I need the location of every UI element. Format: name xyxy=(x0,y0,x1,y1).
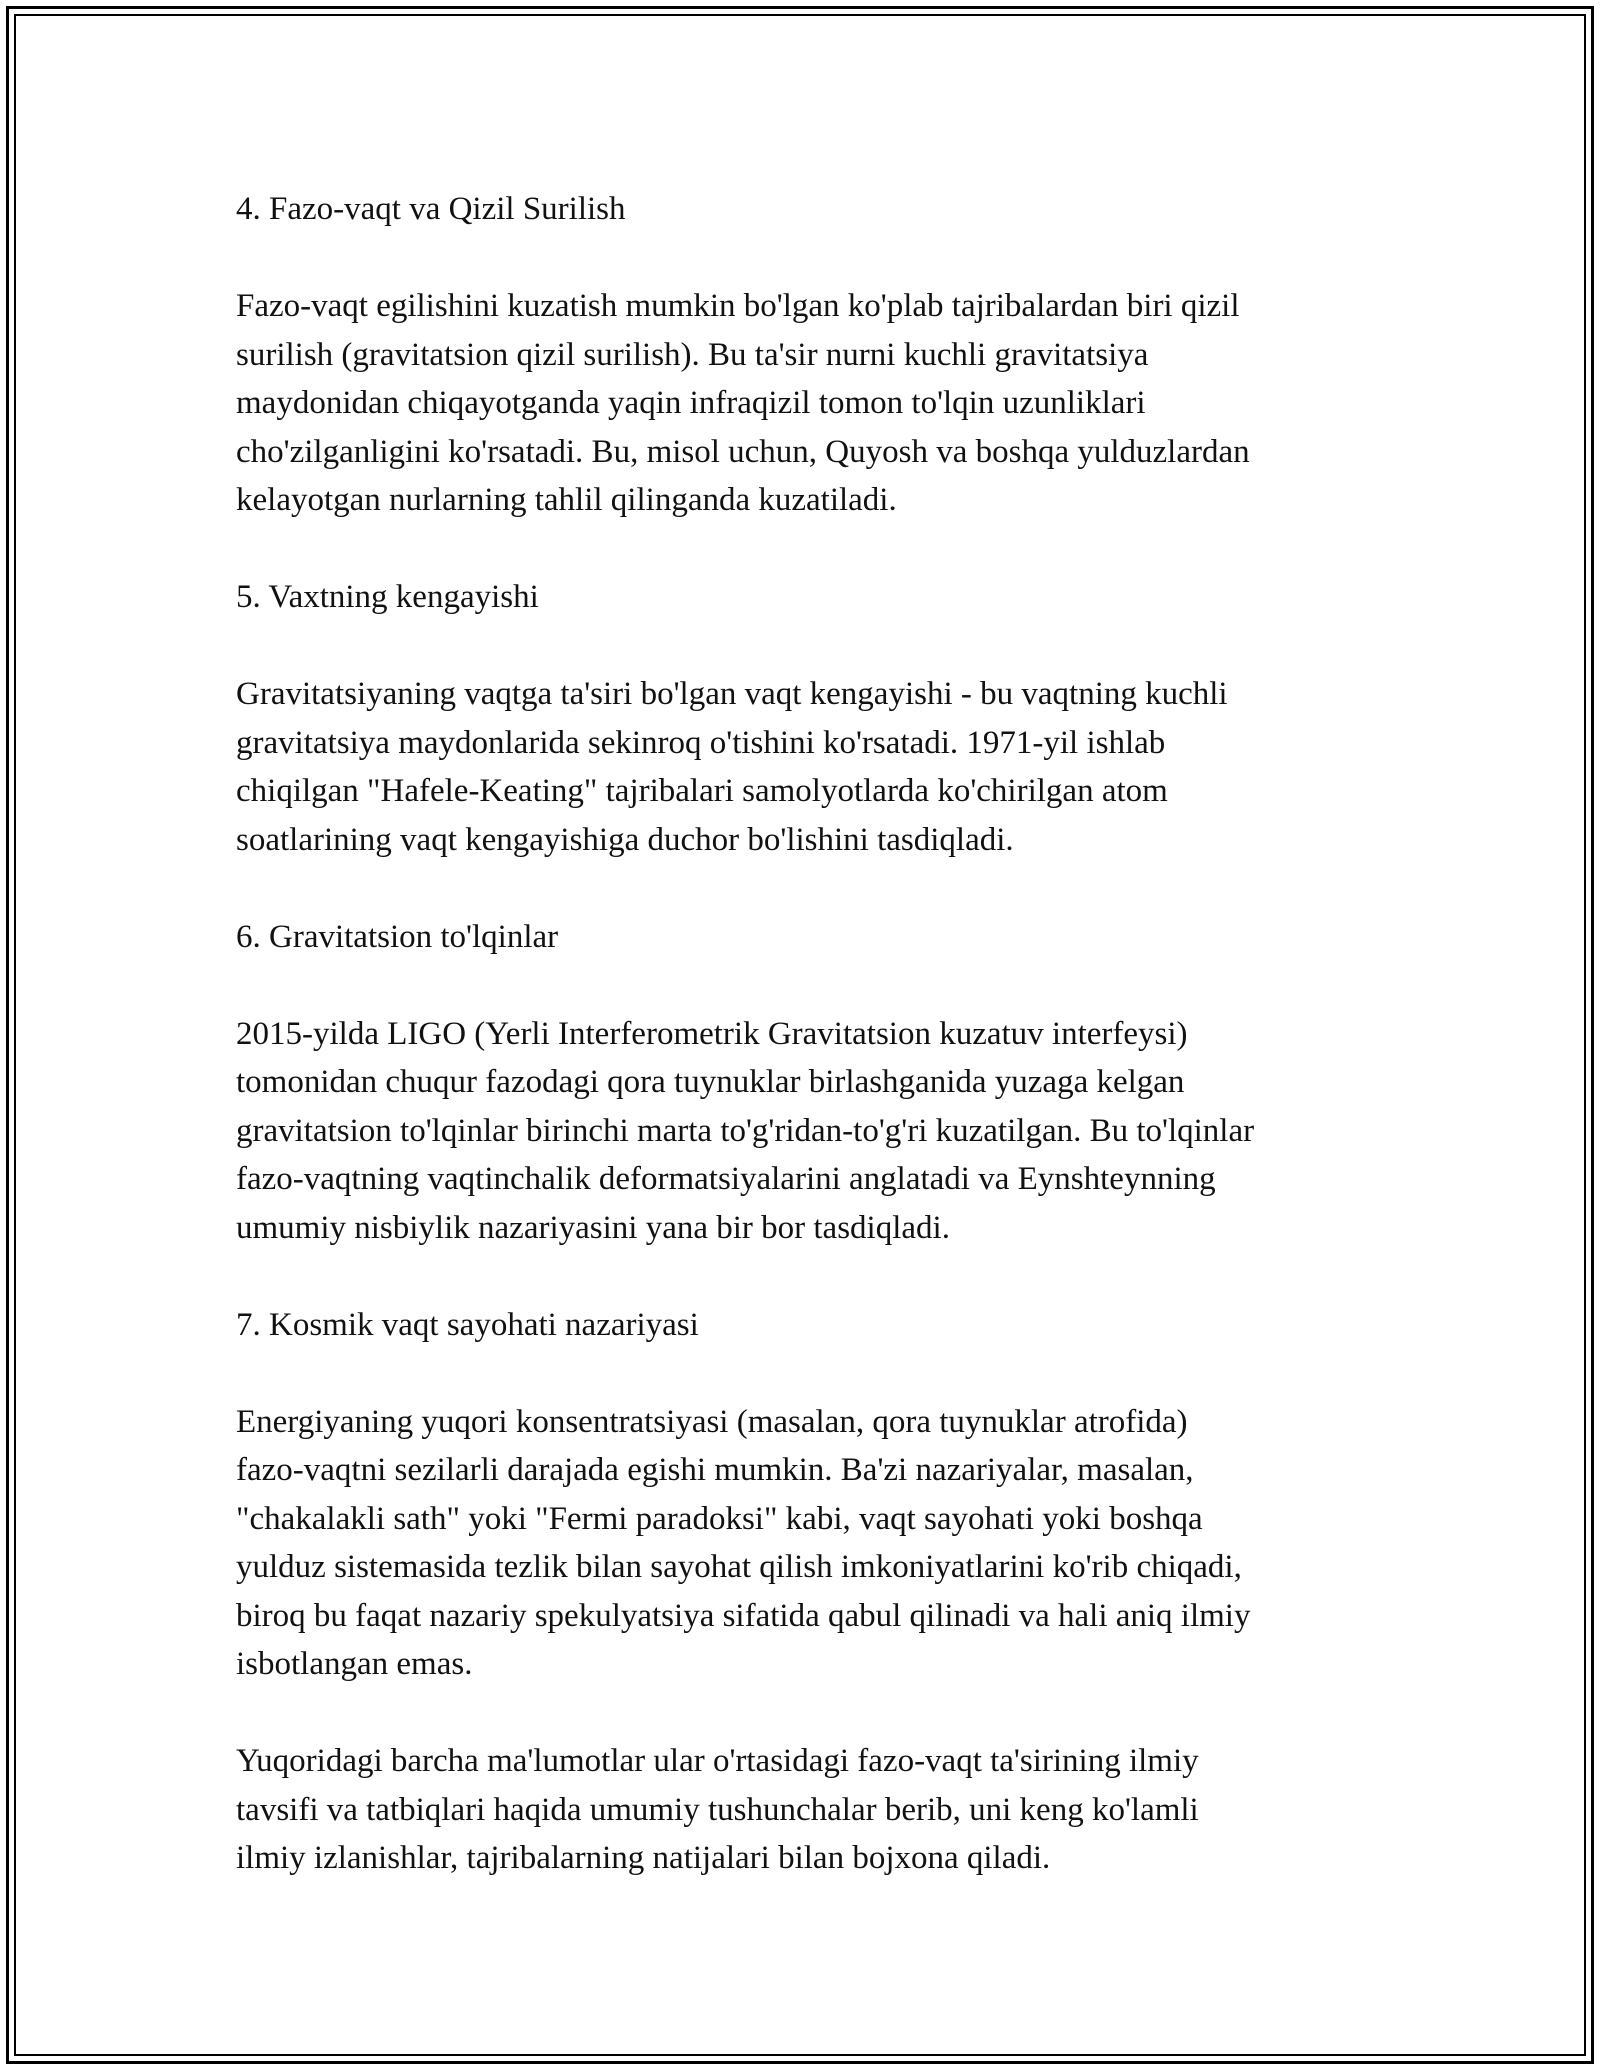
paragraph-line: cho'zilganligini ko'rsatadi. Bu, misol uchun, Quyosh va boshqa yulduzlardan xyxy=(236,433,1250,470)
paragraph-line: Fazo-vaqt egilishini kuzatish mumkin bo'lgan ko'plab tajribalardan biri qizil xyxy=(236,288,1240,324)
section-paragraph xyxy=(236,282,1386,525)
paragraph-line: chiqilgan "Hafele-Keating" tajribalari samolyotlarda ko'chirilgan atom xyxy=(236,773,1168,809)
paragraph-line: Gravitatsiyaning vaqtga ta'siri bo'lgan vaqt kengayishi - bu vaqtning kuchli xyxy=(236,676,1228,712)
paragraph-line: soatlarining vaqt kengayishiga duchor bo'lishini tasdiqladi. xyxy=(236,821,1014,858)
section-heading: 5. Vaxtning kengayishi xyxy=(236,579,539,615)
paragraph-line: isbotlangan emas. xyxy=(236,1646,473,1682)
paragraph-line: maydonidan chiqayotganda yaqin infraqizil tomon to'lqin uzunliklari xyxy=(236,385,1146,421)
paragraph-line: gravitatsion to'lqinlar birinchi marta to'g'ridan-to'g'ri kuzatilgan. Bu to'lqinlar xyxy=(236,1112,1255,1149)
section-paragraph xyxy=(236,670,1386,864)
paragraph-line: yulduz sistemasida tezlik bilan sayohat qilish imkoniyatlarini ko'rib chiqadi, xyxy=(236,1549,1242,1585)
section-paragraph xyxy=(236,1398,1386,1689)
paragraph-line: Yuqoridagi barcha ma'lumotlar ular o'rtasidagi fazo-vaqt ta'sirining ilmiy xyxy=(236,1743,1199,1779)
paragraph-line: tomonidan chuqur fazodagi qora tuynuklar birlashganida yuzaga kelgan xyxy=(236,1064,1185,1100)
section-heading: 7. Kosmik vaqt sayohati nazariyasi xyxy=(236,1306,699,1343)
paragraph-line: biroq bu faqat nazariy spekulyatsiya sifatida qabul qilinadi va hali aniq ilmiy xyxy=(236,1597,1251,1634)
document-body xyxy=(236,185,1386,1931)
paragraph-line: surilish (gravitatsion qizil surilish). Bu ta'sir nurni kuchli gravitatsiya xyxy=(236,336,1149,373)
section-paragraph xyxy=(236,1010,1386,1253)
paragraph-line: fazo-vaqtni sezilarli darajada egishi mumkin. Ba'zi nazariyalar, masalan, xyxy=(236,1452,1194,1488)
section-heading: 6. Gravitatsion to'lqinlar xyxy=(236,918,559,955)
paragraph-line: 2015-yilda LIGO (Yerli Interferometrik Gravitatsion kuzatuv interfeysi) xyxy=(236,1015,1188,1052)
conclusion-paragraph xyxy=(236,1737,1386,1883)
paragraph-line: ilmiy izlanishlar, tajribalarning natijalari bilan bojxona qiladi. xyxy=(236,1840,1051,1876)
paragraph-line: tavsifi va tatbiqlari haqida umumiy tushunchalar berib, uni keng ko'lamli xyxy=(236,1791,1199,1828)
section-heading: 4. Fazo-vaqt va Qizil Surilish xyxy=(236,191,626,227)
paragraph-line: kelayotgan nurlarning tahlil qilinganda kuzatiladi. xyxy=(236,482,897,518)
paragraph-line: Energiyaning yuqori konsentratsiyasi (masalan, qora tuynuklar atrofida) xyxy=(236,1403,1188,1440)
paragraph-line: umumiy nisbiylik nazariyasini yana bir bor tasdiqladi. xyxy=(236,1209,950,1246)
paragraph-line: fazo-vaqtning vaqtinchalik deformatsiyalarini anglatadi va Eynshteynning xyxy=(236,1161,1216,1197)
paragraph-line: gravitatsiya maydonlarida sekinroq o'tishini ko'rsatadi. 1971-yil ishlab xyxy=(236,724,1166,761)
paragraph-line: "chakalakli sath" yoki "Fermi paradoksi" kabi, vaqt sayohati yoki boshqa xyxy=(236,1500,1203,1537)
